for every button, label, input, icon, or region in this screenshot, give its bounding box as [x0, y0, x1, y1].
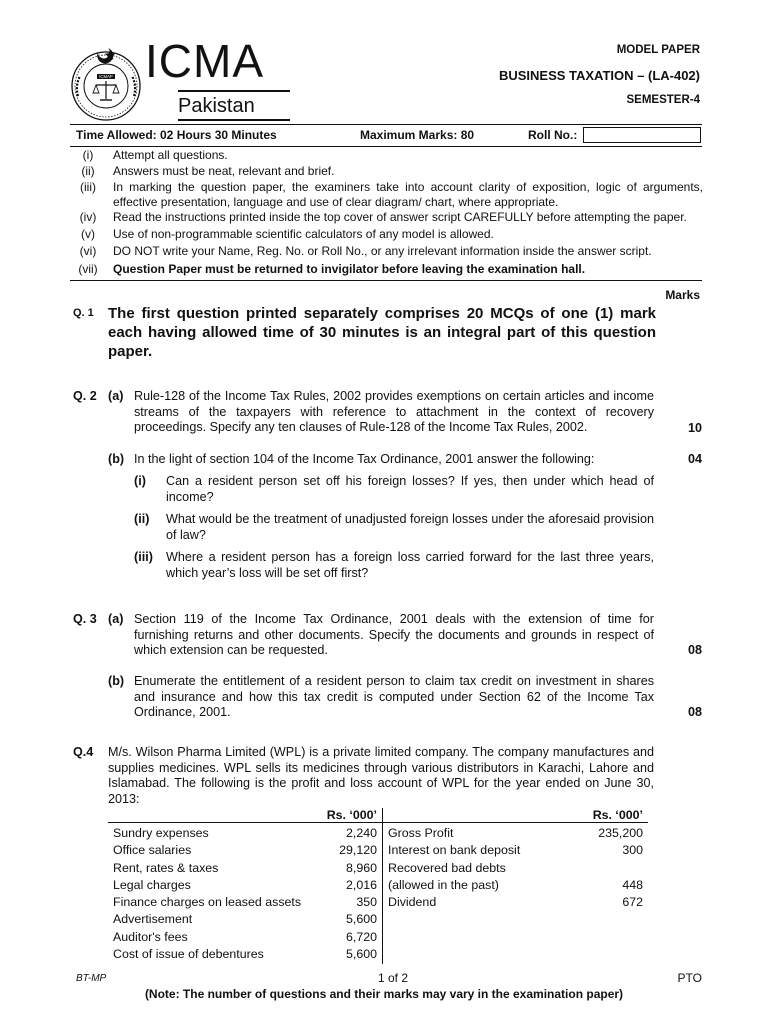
semester: SEMESTER-4 [626, 94, 700, 106]
q2b-label: (b) [108, 452, 125, 466]
table-row: Advertisement 5,600 [108, 912, 648, 929]
profit-loss-table [108, 808, 648, 964]
q1-label: Q. 1 [73, 307, 94, 319]
table-col-header: Rs. ‘000’ [573, 808, 648, 823]
icma-seal-icon [70, 44, 142, 122]
q2-label: Q. 2 [73, 389, 97, 403]
q2a-text: Rule-128 of the Income Tax Rules, 2002 provides exemptions on certain articles and income streams of the taxpayers with reference to attachment in the context of recovery proceedings. Specify any ten clauses of Rule-128 of the Income Tax Rules, 2002. [134, 389, 654, 434]
table-row: Office salaries 29,120 Interest on bank deposit 300 [108, 843, 648, 860]
table-row: Finance charges on leased assets 350 Dividend 672 [108, 895, 648, 912]
q4-text: M/s. Wilson Pharma Limited (WPL) is a private limited company. The company manufactures and supplies medicines. WPL sells its medicines through various distributors in Karachi, Lahore and Islamabad. The following is the profit and loss account of WPL for the year ended on June 30, 2013: [108, 745, 654, 806]
time-allowed: Time Allowed: 02 Hours 30 Minutes [76, 128, 277, 142]
maximum-marks: Maximum Marks: 80 [360, 128, 475, 142]
q2b-text: In the light of section 104 of the Income Tax Ordinance, 2001 answer the following: [134, 452, 595, 466]
q3b-label: (b) [108, 674, 125, 688]
q2b-sub-text: Can a resident person set off his foreign losses? If yes, then under which head of income? [166, 474, 654, 504]
footer-code: BT-MP [76, 973, 107, 984]
footer-note: (Note: The number of questions and their marks may vary in the examination paper) [144, 987, 624, 1001]
table-row: Sundry expenses 2,240 Gross Profit 235,200 [108, 823, 648, 844]
table-col-header: Rs. ‘000’ [318, 808, 383, 823]
page-number: 1 of 2 [378, 971, 409, 985]
q1-text: The first question printed separately comprises 20 MCQs of one (1) mark each having allowed time of 30 minutes is an integral part of this question paper. [108, 305, 656, 360]
logo-subtitle: Pakistan [178, 95, 255, 117]
roll-no-label: Roll No.: [528, 128, 578, 142]
pto-label: PTO [677, 971, 702, 985]
q3b-text: Enumerate the entitlement of a resident person to claim tax credit on investment in shares and insurance and how this tax credit is computed under Section 62 of the Income Tax Ordinance, 2001. [134, 674, 654, 719]
meta-rule [70, 146, 702, 147]
table-row: Cost of issue of debentures 5,600 [108, 947, 648, 964]
instructions-rule [70, 280, 702, 281]
q2a-marks: 10 [687, 421, 702, 435]
q2b-marks: 04 [687, 452, 702, 466]
q2b-sub-label: (i) [134, 474, 146, 488]
table-row: Legal charges 2,016 (allowed in the past) 448 [108, 878, 648, 895]
q2b-sub-label: (iii) [134, 550, 153, 564]
q3a-text: Section 119 of the Income Tax Ordinance, 2001 deals with the extension of time for furnishing returns and other documents. Specify the documents and grounds in respect of which extension can be requested. [134, 612, 654, 657]
table-header-row [108, 808, 648, 823]
instruction-item: (iii) In marking the question paper, the examiners take into account clarity of exposition, logic of arguments, effective presentation, language and use of clear diagram/ chart, where appropriate. [80, 180, 703, 209]
q3a-marks: 08 [687, 643, 702, 657]
marks-column-header: Marks [665, 288, 700, 302]
instruction-item: (iv) Read the instructions printed inside the top cover of answer script CAREFULLY before attempting the paper. [79, 210, 687, 224]
logo-divider [178, 90, 290, 92]
q3b-marks: 08 [687, 705, 702, 719]
subject-title: BUSINESS TAXATION – (LA-402) [498, 68, 700, 83]
svg-text:ICMAP: ICMAP [99, 74, 113, 80]
q2b-sub-text: Where a resident person has a foreign loss carried forward for the last three years, which year’s loss will be set off first? [166, 550, 654, 580]
logo-title: ICMA [145, 35, 264, 87]
roll-no-field[interactable] [583, 127, 701, 143]
q2b-sub-text: What would be the treatment of unadjusted foreign losses under the aforesaid provision of law? [166, 512, 654, 542]
q2a-label: (a) [108, 389, 124, 403]
instruction-item: (vi) DO NOT write your Name, Reg. No. or Roll No., or any irrelevant information inside the answer script. [79, 244, 652, 258]
instruction-item: (vii) Question Paper must be returned to invigilator before leaving the examination hall. [78, 262, 586, 276]
paper-type: MODEL PAPER [616, 44, 700, 56]
top-rule [70, 124, 702, 125]
q2b-sub-label: (ii) [134, 512, 150, 526]
table-row: Rent, rates & taxes 8,960 Recovered bad debts [108, 861, 648, 878]
instruction-item: (v) Use of non-programmable scientific calculators of any model is allowed. [81, 227, 494, 241]
instruction-item: (i) Attempt all questions. [82, 148, 228, 162]
instruction-item: (ii) Answers must be neat, relevant and brief. [81, 164, 335, 178]
q4-label: Q.4 [73, 745, 94, 759]
q3-label: Q. 3 [73, 612, 97, 626]
table-row: Auditor's fees 6,720 [108, 930, 648, 947]
q3a-label: (a) [108, 612, 124, 626]
logo-divider-bottom [178, 119, 290, 121]
